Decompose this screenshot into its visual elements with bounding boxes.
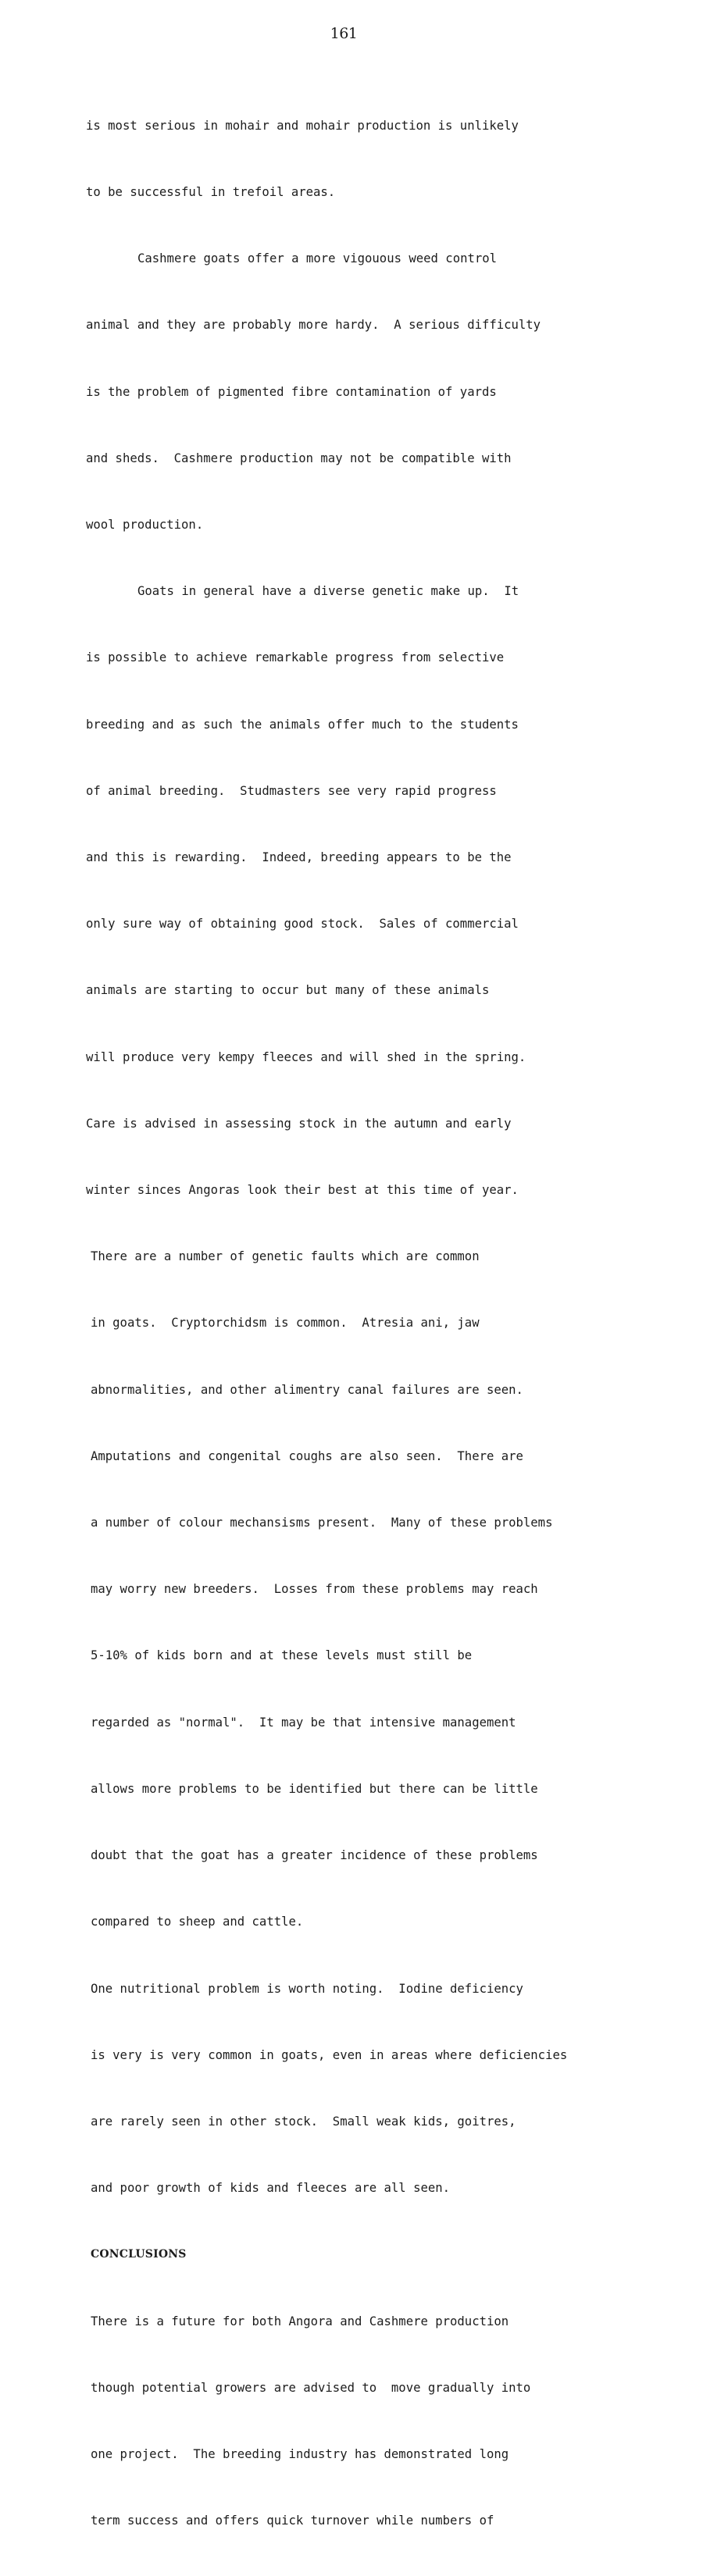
text-line: are rarely seen in other stock. Small weak kids, goitres,: [91, 2114, 516, 2129]
text-line: in goats. Cryptorchidsm is common. Atresia ani, jaw: [91, 1316, 480, 1331]
text-line: is most serious in mohair and mohair production is unlikely: [86, 118, 519, 133]
text-line: a number of colour mechansisms present. Many of these problems: [91, 1516, 553, 1530]
text-line: doubt that the goat has a greater incidence of these problems: [91, 1848, 538, 1863]
paragraph-start-line: Cashmere goats offer a more vigouous weed control: [137, 251, 498, 266]
page-number: 161: [330, 25, 358, 42]
text-line: is the problem of pigmented fibre contamination of yards: [86, 384, 497, 399]
text-line: is possible to achieve remarkable progress from selective: [86, 650, 505, 665]
text-line: abnormalities, and other alimentry canal failures are seen.: [91, 1382, 523, 1397]
text-line: and sheds. Cashmere production may not be compatible with: [86, 451, 512, 465]
text-line: term success and offers quick turnover while numbers of: [91, 2514, 494, 2528]
text-line: though potential growers are advised to move gradually into: [91, 2380, 531, 2395]
text-line: only sure way of obtaining good stock. Sales of commercial: [86, 917, 519, 932]
text-line: and poor growth of kids and fleeces are all seen.: [91, 2181, 451, 2196]
text-line: one project. The breeding industry has demonstrated long: [91, 2446, 509, 2461]
text-line: Care is advised in assessing stock in the autumn and early: [86, 1116, 512, 1131]
text-line: Amputations and congenital coughs are also seen. There are: [91, 1448, 523, 1463]
text-line: allows more problems to be identified but there can be little: [91, 1781, 538, 1796]
paragraph-start-line: There is a future for both Angora and Cashmere production: [91, 2314, 509, 2328]
text-line: to be successful in trefoil areas.: [86, 185, 336, 200]
body-text: [86, 70, 680, 2576]
text-line: winter sinces Angoras look their best at this time of year.: [86, 1183, 519, 1198]
text-line: may worry new breeders. Losses from these problems may reach: [91, 1582, 538, 1597]
text-line: animals are starting to occur but many of these animals: [86, 983, 490, 998]
paragraph-start-line: Goats in general have a diverse genetic make up. It: [137, 584, 519, 599]
paragraph-start-line: One nutritional problem is worth noting. Iodine deficiency: [91, 1981, 523, 1996]
text-line: regarded as "normal". It may be that intensive management: [91, 1715, 516, 1730]
text-line: breeding and as such the animals offer much to the students: [86, 717, 519, 732]
text-line: is very is very common in goats, even in areas where deficiencies: [91, 2047, 568, 2062]
text-line: will produce very kempy fleeces and will shed in the spring.: [86, 1049, 526, 1064]
text-line: wool production.: [86, 518, 204, 533]
text-line: 5-10% of kids born and at these levels must still be: [91, 1648, 473, 1663]
section-heading-conclusions: CONCLUSIONS: [91, 2248, 187, 2261]
text-line: animal and they are probably more hardy. A serious difficulty: [86, 318, 541, 333]
text-line: of animal breeding. Studmasters see very rapid progress: [86, 783, 497, 798]
paragraph-start-line: There are a number of genetic faults which are common: [91, 1249, 480, 1264]
text-line: compared to sheep and cattle.: [91, 1915, 304, 1929]
text-line: and this is rewarding. Indeed, breeding appears to be the: [86, 850, 512, 865]
